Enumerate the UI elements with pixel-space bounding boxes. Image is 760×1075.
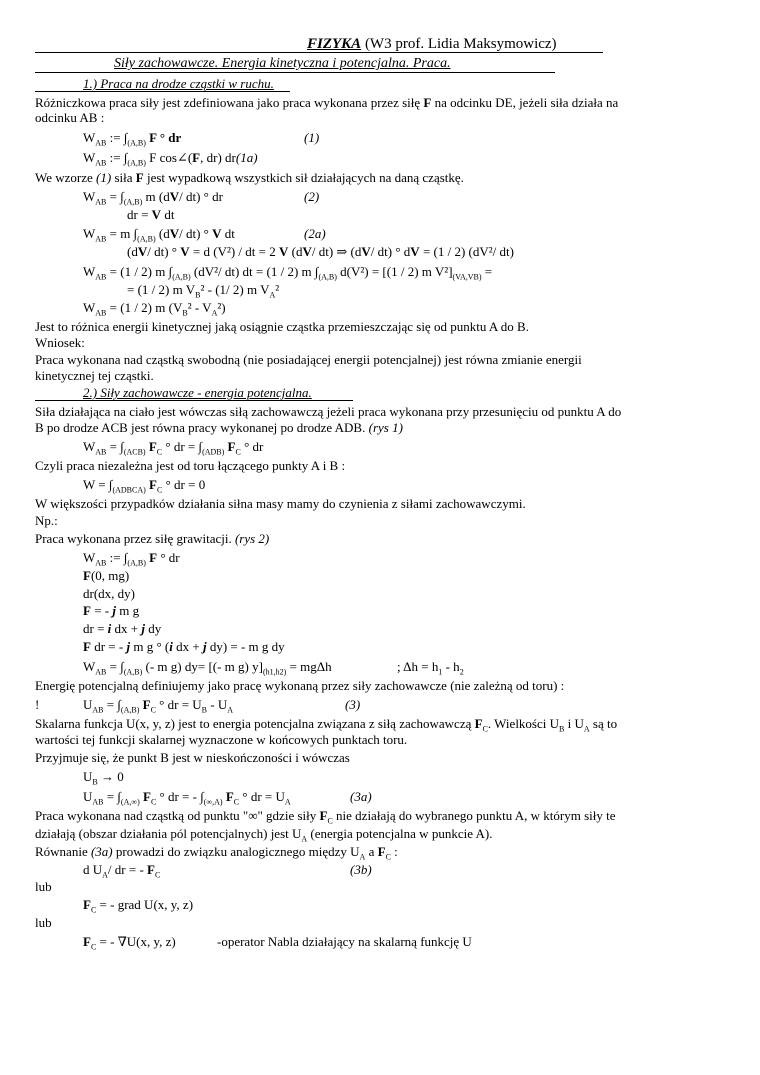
equation-4: = (1 / 2) m $V_B^2 - (1/$ 2) m $V_A^2$ xyxy=(127,282,280,300)
paragraph: We wzorze (1) siła F jest wypadkową wszystkich sił działających na daną cząstkę. xyxy=(35,170,464,185)
subtitle-rule xyxy=(35,72,555,73)
exclamation-mark: ! xyxy=(35,697,40,712)
paragraph: Przyjmuje się, że punkt B jest w nieskończoności i wówczas xyxy=(35,750,350,765)
title-bold: FIZYKA xyxy=(307,36,362,52)
equation-3: $W_{AB} = (1 / 2)$ m $\int_{(A,B)}$ (dV²/ dt) dt = (1 / 2) m $\int_{(A,B)}$ d(V²) = [(1 / 2) m $V^2]_{(VA,VB)}$ = xyxy=(83,264,493,282)
paragraph: Praca wykonana nad cząstką swobodną (nie posiadającej energii potencjalnej) jest równa zmianie energii xyxy=(35,352,582,367)
section-1-heading: 1.) Praca na drodze cząstki w ruchu. xyxy=(83,76,274,91)
equation-3a: $U_{AB} = \int_{(A,\infty)}$ $F_C$ ° dr = - $\int_{(\infty,A)}$ $F_C$ ° dr = $U_A$ xyxy=(83,789,291,807)
paragraph: Wniosek: xyxy=(35,335,85,350)
paragraph: odcinku AB : xyxy=(35,110,105,125)
equation-tag: (2a) xyxy=(304,226,326,241)
paragraph: Równanie (3a) prowadzi do związku analogicznego między $U_A$ a $F_C$ : xyxy=(35,844,398,862)
section-2-heading: 2.) Siły zachowawcze - energia potencjalna. xyxy=(83,385,312,400)
page-subtitle: Siły zachowawcze. Energia kinetyczna i potencjalna. Praca. xyxy=(114,56,451,71)
paragraph: lub xyxy=(35,879,52,894)
equation-nabla: $F_C$ = - ∇U(x, y, z) xyxy=(83,934,176,952)
paragraph: Praca wykonana nad cząstką od punktu "∞" gdzie siły $F_C$ nie działają do wybranego punktu A, w którym siły te xyxy=(35,808,616,826)
paragraph: Skalarna funkcja U(x, y, z) jest to energia potencjalna związana z siłą zachowawczą $F_C$. Wielkości $U_B$ i $U_A$ są to xyxy=(35,716,618,734)
equation-g6: F dr = - j m g ° (i dx + j dy) = - m g dy xyxy=(83,639,285,654)
section-1-rule xyxy=(35,91,290,92)
paragraph: B po drodze ACB jest równa pracy wykonanej po drodze ADB. (rys 1) xyxy=(35,420,403,435)
equation-5: $W_{AB} = (1 / 2)$ m $(V_B^2 - V_A^2)$ xyxy=(83,300,226,318)
paragraph: Różniczkowa praca siły jest zdefiniowana jako praca wykonana przez siłę F na odcinku DE, jeżeli siła działa na xyxy=(35,95,619,110)
paragraph: Siła działająca na ciało jest wówczas siłą zachowawczą jeżeli praca wykonana przy przesunięciu od punktu A do xyxy=(35,404,622,419)
equation-g7: $W_{AB} = \int_{(A,B)}$ (- m g) dy= [(- m g) $y]_{(h1,h2)} = mg\Delta h$ xyxy=(83,659,332,677)
equation-tag: (1) xyxy=(304,130,320,145)
equation-g4: F = - j m g xyxy=(83,603,140,618)
equation-tag: (3b) xyxy=(350,862,372,877)
paragraph: Energię potencjalną definiujemy jako pracę wykonaną przez siły zachowawcze (nie zależną od toru) : xyxy=(35,678,565,693)
paragraph: działają (obszar działania pól potencjalnych) jest $U_A$ (energia potencjalna w punkcie A). xyxy=(35,826,493,844)
equation-g3: dr(dx, dy) xyxy=(83,586,135,601)
equation-g2: F(0, mg) xyxy=(83,568,130,583)
paragraph: W większości przypadków działania siłna masy mamy do czynienia z siłami zachowawczymi. xyxy=(35,496,526,511)
paragraph: wartości tej funkcji skalarnej wyznaczone w końcowych punktach toru. xyxy=(35,732,408,747)
equation-closed-path: $W = \int_{(ADBCA)}$ $F_C$ ° dr = 0 xyxy=(83,477,206,495)
equation-3-main: $U_{AB} = \int_{(A,B)}$ $F_C$ ° dr = $U_B - U_A$ xyxy=(83,697,234,715)
nabla-note: -operator Nabla działający na skalarną funkcję U xyxy=(217,934,472,949)
equation-tag: (2) xyxy=(304,189,320,204)
equation-2: $W_{AB} = \int_{(A,B)}$ m (dV/ dt) ° dr xyxy=(83,189,223,207)
equation-2a: $W_{AB} = m$ $\int_{(A,B)}$ (dV/ dt) ° V dt xyxy=(83,226,235,244)
paragraph: Np.: xyxy=(35,513,58,528)
title-rest: (W3 prof. Lidia Maksymowicz) xyxy=(361,36,557,52)
equation-1: $W_{AB}$ := $\int_{(A,B)}$ F ° dr xyxy=(83,130,182,148)
equation-3b: d $U_A/$ dr = - $F_C$ xyxy=(83,862,161,880)
equation-g5: dr = i dx + j dy xyxy=(83,621,162,636)
paragraph: kinetycznej tej cząstki. xyxy=(35,368,154,383)
paragraph: lub xyxy=(35,915,52,930)
paragraph: Czyli praca niezależna jest od toru łączącego punkty A i B : xyxy=(35,458,346,473)
equation-2b: dr = V dt xyxy=(127,207,175,222)
paragraph: Jest to różnica energii kinetycznej jaką osiągnie cząstka przemieszczając się od punktu A do B. xyxy=(35,319,529,334)
section-2-rule xyxy=(35,400,353,401)
paragraph: Praca wykonana przez siłę grawitacji. (rys 2) xyxy=(35,531,270,546)
equation-tag: (3) xyxy=(345,697,361,712)
equation-acb: $W_{AB} = \int_{(ACB)}$ $F_C$ ° dr = $\int_{(ADB)}$ $F_C$ ° dr xyxy=(83,439,264,457)
page-title xyxy=(307,37,557,52)
equation-tag: (3a) xyxy=(350,789,372,804)
equation-ub-limit: $U_B \to 0$ xyxy=(83,769,124,787)
equation-2c: (dV/ dt) ° V = d (V²) / dt = 2 V (dV/ dt) ⇒ (dV/ dt) ° dV = (1 / 2) (dV²/ dt) xyxy=(127,244,514,259)
equation-grad: $F_C$ = - grad U(x, y, z) xyxy=(83,897,194,915)
title-rule xyxy=(35,52,603,53)
equation-note: ; $\Delta h = h_1 - h_2$ xyxy=(397,659,464,677)
equation-g1: $W_{AB}$ := $\int_{(A,B)}$ F ° dr xyxy=(83,550,180,568)
equation-1a: $W_{AB}$ := $\int_{(A,B)}$ F cos∠(F, dr) dr(1a) xyxy=(83,150,258,168)
